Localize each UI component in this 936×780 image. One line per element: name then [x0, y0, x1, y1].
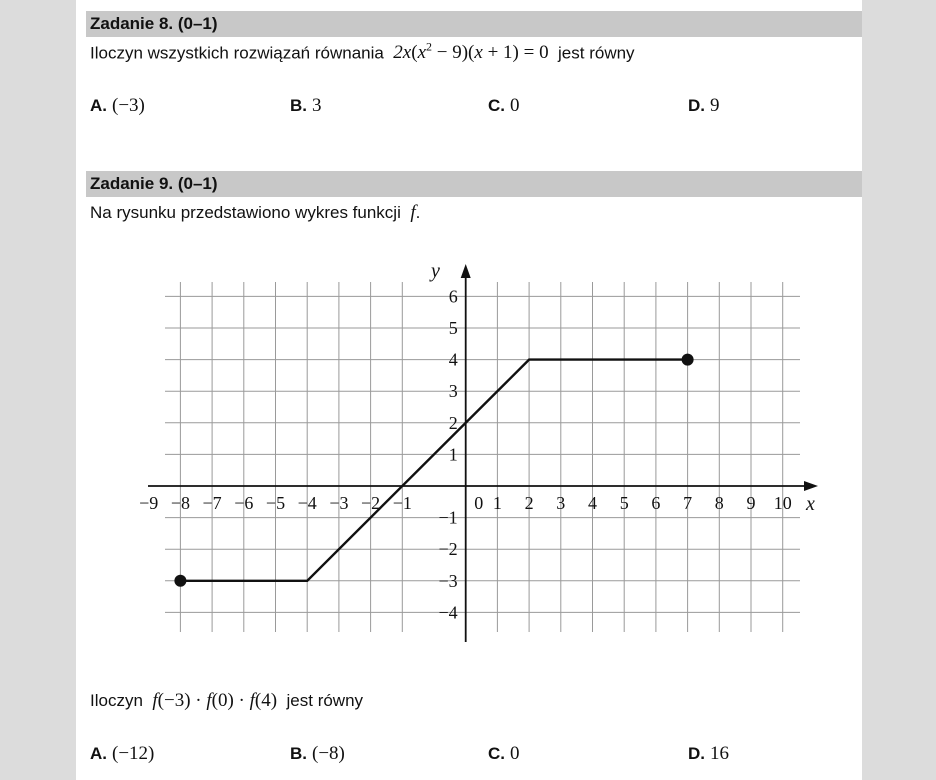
closed-endpoint [682, 354, 694, 366]
task-8-prompt-text: Iloczyn wszystkich rozwiązań równania [90, 43, 384, 63]
x-tick-label: −4 [297, 493, 317, 513]
x-tick-label: −3 [329, 493, 349, 513]
task-9-prompt-end: . [415, 203, 421, 222]
y-axis-label: y [431, 260, 440, 282]
y-tick-label: 6 [448, 286, 458, 307]
task-8-equation: $2x(x^2 - 9)(x + 1) = 0$ [393, 40, 549, 64]
y-axis-arrow [461, 264, 471, 278]
y-tick-label: 5 [448, 318, 458, 338]
x-tick-label: −6 [234, 493, 254, 513]
x-tick-label: 4 [588, 493, 597, 513]
x-tick-label: −8 [170, 493, 190, 513]
answer-letter: C. [488, 96, 505, 115]
x-tick-label: −2 [361, 493, 381, 513]
answer-letter: C. [488, 744, 505, 763]
answer-value: (−3) [112, 95, 145, 116]
answer-letter: A. [90, 96, 107, 115]
task-9-expression: f(−3) · f(0) · f(4) [152, 690, 278, 711]
y-tick-label: −1 [438, 507, 458, 528]
answer-value: 16 [710, 743, 730, 764]
y-tick-label: −2 [438, 539, 458, 560]
function-f-line [180, 360, 687, 581]
answer-value: (−8) [312, 743, 345, 764]
task-8-header: Zadanie 8. (0–1) [86, 11, 862, 37]
x-tick-label: 2 [524, 493, 534, 513]
answer-value: 0 [510, 95, 520, 116]
x-tick-label: 10 [773, 493, 792, 513]
x-axis-label: x [806, 493, 815, 515]
x-tick-label: 8 [714, 493, 724, 513]
task-9-question-end: jest równy [286, 691, 364, 710]
answer-letter: D. [688, 96, 705, 115]
x-tick-label: −9 [139, 493, 159, 513]
x-tick-label: 3 [556, 493, 566, 513]
answer-value: 9 [710, 95, 720, 116]
x-tick-label: 0 [474, 493, 484, 513]
x-tick-label: −5 [265, 493, 286, 513]
answer-letter: B. [290, 96, 307, 115]
answer-letter: B. [290, 744, 307, 763]
x-tick-label: 5 [619, 493, 629, 513]
task-9-prompt-text: Na rysunku przedstawiono wykres funkcji [90, 203, 401, 222]
answer-letter: A. [90, 744, 107, 763]
function-name: f [410, 202, 416, 223]
x-tick-label: 9 [746, 493, 756, 513]
y-tick-label: 1 [448, 444, 458, 465]
answer-value: (−12) [112, 743, 155, 764]
x-tick-label: 7 [683, 493, 693, 513]
task-8-prompt-end: jest równy [558, 43, 635, 63]
y-tick-label: −4 [438, 602, 458, 623]
answer-value: 3 [312, 95, 322, 116]
y-tick-label: −3 [438, 570, 458, 591]
answer-value: 0 [510, 743, 520, 764]
y-tick-label: 4 [448, 349, 458, 370]
x-tick-label: 6 [651, 493, 661, 513]
answer-letter: D. [688, 744, 705, 763]
x-tick-label: 1 [492, 493, 502, 513]
x-axis-arrow [804, 481, 818, 491]
x-tick-label: −1 [392, 493, 412, 513]
x-tick-label: −7 [202, 493, 222, 513]
task-9-question-text: Iloczyn [90, 691, 143, 710]
task-9-header: Zadanie 9. (0–1) [86, 171, 862, 197]
y-tick-label: 3 [448, 381, 458, 402]
closed-endpoint [174, 575, 186, 587]
y-tick-label: 2 [448, 412, 458, 433]
